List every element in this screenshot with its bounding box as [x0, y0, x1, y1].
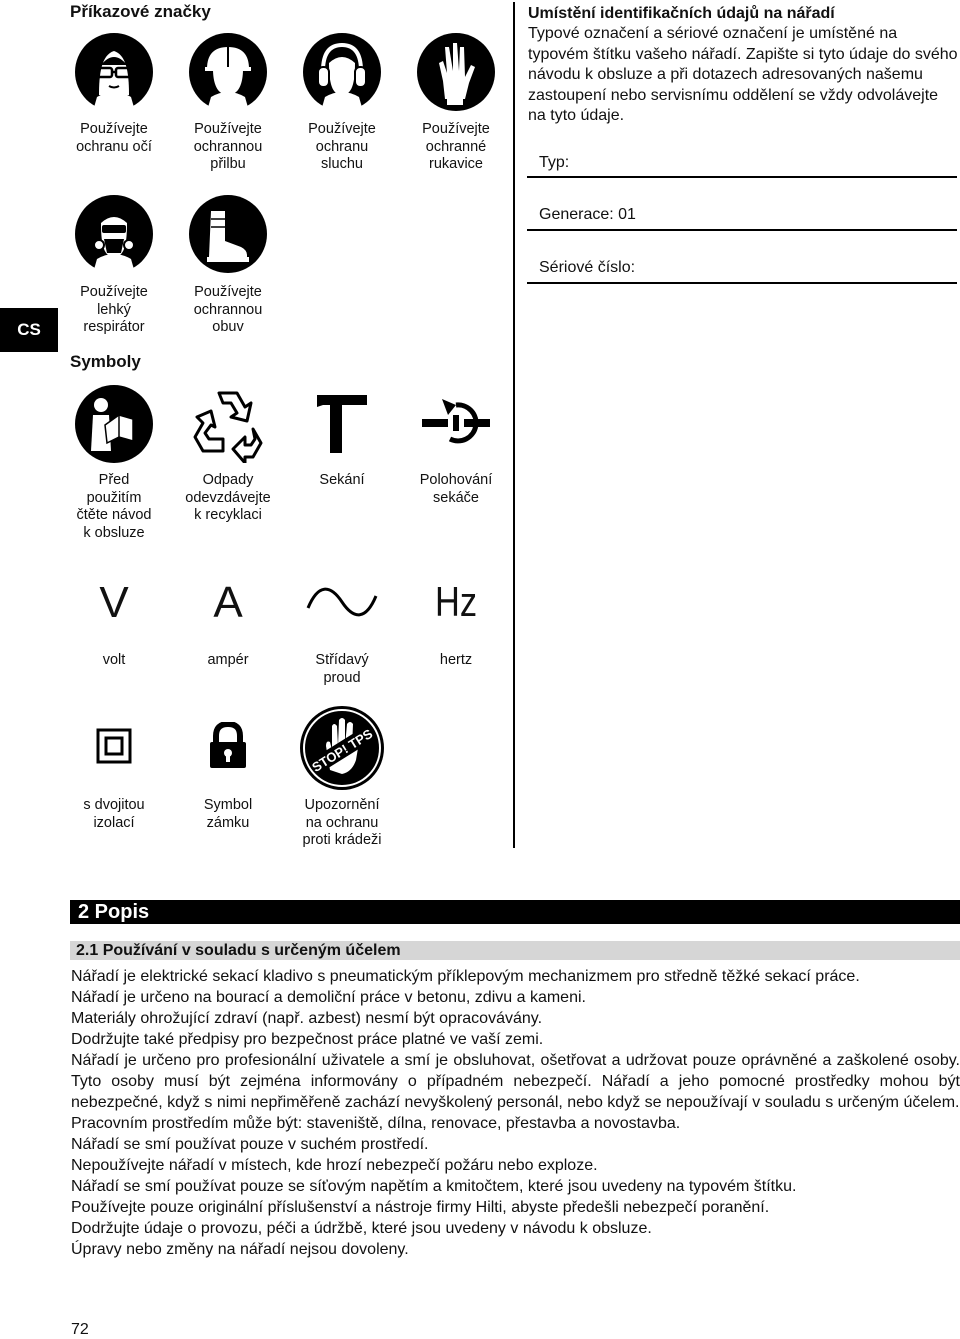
- paragraph: Nářadí je určeno pro profesionální uživatele a smí je obsluhovat, ošetřovat a udržovat pouze oprávněné a zaškolené osoby. Tyto osoby musí být zejména informovány o případném nebezpečí. Nářadí a jeho pomocné prostředky mohou být nebezpečné, když s nimi nepřiměřeně zachází nevyškolený personál, nebo když se nepoužívají v souladu s určeným účelem.: [71, 1052, 960, 1111]
- read-manual-icon: [75, 385, 153, 463]
- identification-text: Typové označení a sériové označení je umístěné na typovém štítku vašeho nářadí. Zapište si tyto údaje do svého návodu k obsluze a při dotazech adresovaných našemu zastoupení nebo servisnímu oddělení se vždy odvolávejte na tyto údaje.: [528, 25, 958, 124]
- alternating-current-icon: [306, 584, 378, 620]
- caption-helmet: Používejte ochrannou přilbu: [193, 121, 263, 172]
- lock-icon: [206, 722, 250, 770]
- caption-theft-protection: Upozornění na ochranu proti krádeži: [302, 797, 382, 848]
- caption-recycle: Odpady odevzdávejte k recyklaci: [185, 472, 271, 523]
- ear-protection-icon: [303, 33, 381, 111]
- svg-text:STOP! TPS: STOP! TPS: [309, 725, 376, 775]
- caption-eye-protection: Používejte ochranu očí: [76, 121, 152, 155]
- caption-volt: volt: [102, 652, 126, 668]
- caption-lock: Symbol zámku: [203, 797, 253, 831]
- helmet-icon: [189, 33, 267, 111]
- field-type-line[interactable]: [527, 176, 957, 178]
- description-body: [71, 966, 960, 1260]
- section-title: 2 Popis: [70, 900, 960, 924]
- field-generation-line[interactable]: [527, 229, 957, 231]
- double-insulation-icon: [96, 728, 132, 764]
- recycle-icon: [189, 385, 267, 463]
- caption-safety-boots: Používejte ochrannou obuv: [193, 284, 263, 335]
- caption-chiselling: Sekání: [319, 472, 365, 488]
- paragraph: Dodržujte údaje o provozu, péči a údržbě, které jsou uvedeny v návodu k obsluze.: [71, 1220, 652, 1237]
- field-serial-label: Sériové číslo:: [539, 259, 636, 276]
- paragraph: Používejte pouze originální příslušenství a nástroje firmy Hilti, abyste předešli nebezpečí poranění.: [71, 1199, 770, 1216]
- chisel-positioning-icon: [420, 395, 492, 451]
- subsection-title: 2.1 Používání v souladu s určeným účelem: [70, 941, 960, 960]
- caption-read-manual: Před použitím čtěte návod k obsluze: [76, 472, 152, 541]
- symbols-heading: Symboly: [70, 352, 141, 371]
- field-serial-line[interactable]: [527, 282, 957, 284]
- field-type-label: Typ:: [539, 154, 570, 171]
- paragraph: Dodržujte také předpisy pro bezpečnost práce platné ve vaší zemi.: [71, 1031, 544, 1048]
- caption-hertz: hertz: [439, 652, 473, 668]
- paragraph: Pracovním prostředím může být: staveniště, dílna, renovace, přestavba a novostavba.: [71, 1115, 681, 1132]
- caption-double-insulation: s dvojitou izolací: [83, 797, 145, 831]
- theft-protection-icon: [300, 706, 384, 790]
- paragraph: Nepoužívejte nářadí v místech, kde hrozí nebezpečí požáru nebo exploze.: [71, 1157, 598, 1174]
- paragraph: Nářadí je určeno na bourací a demoliční práce v betonu, zdivu a kameni.: [71, 989, 586, 1006]
- language-tab: CS: [0, 308, 58, 352]
- gloves-icon: [417, 33, 495, 111]
- safety-boots-icon: [189, 195, 267, 273]
- respirator-icon: [75, 195, 153, 273]
- ampere-symbol: A: [213, 578, 243, 627]
- caption-alternating-current: Střídavý proud: [315, 652, 369, 686]
- identification-title: Umístění identifikačních údajů na nářadí: [528, 5, 835, 22]
- paragraph: Nářadí se smí používat pouze se síťovým napětím a kmitočtem, které jsou uvedeny na typovém štítku.: [71, 1178, 797, 1195]
- column-divider: [513, 2, 515, 848]
- caption-ampere: ampér: [207, 652, 249, 668]
- field-generation-label: Generace: 01: [539, 206, 636, 223]
- mandatory-signs-heading: Příkazové značky: [70, 2, 211, 21]
- chiselling-icon: [313, 393, 369, 455]
- caption-gloves: Používejte ochranné rukavice: [422, 121, 490, 172]
- paragraph: Nářadí je elektrické sekací kladivo s pneumatickým příklepovým mechanizmem pro středně těžké sekací práce.: [71, 968, 860, 985]
- page-number: 72: [71, 1321, 89, 1338]
- paragraph: Úpravy nebo změny na nářadí nejsou dovoleny.: [71, 1241, 409, 1258]
- volt-symbol: V: [99, 578, 129, 627]
- caption-chisel-positioning: Polohování sekáče: [419, 472, 493, 506]
- eye-protection-icon: [75, 33, 153, 111]
- hertz-symbol: Hz: [434, 578, 478, 625]
- paragraph: Nářadí se smí používat pouze v suchém prostředí.: [71, 1136, 429, 1153]
- caption-respirator: Používejte lehký respirátor: [80, 284, 148, 335]
- paragraph: Materiály ohrožující zdraví (např. azbest) nesmí být opracovávány.: [71, 1010, 543, 1027]
- caption-ear-protection: Používejte ochranu sluchu: [308, 121, 376, 172]
